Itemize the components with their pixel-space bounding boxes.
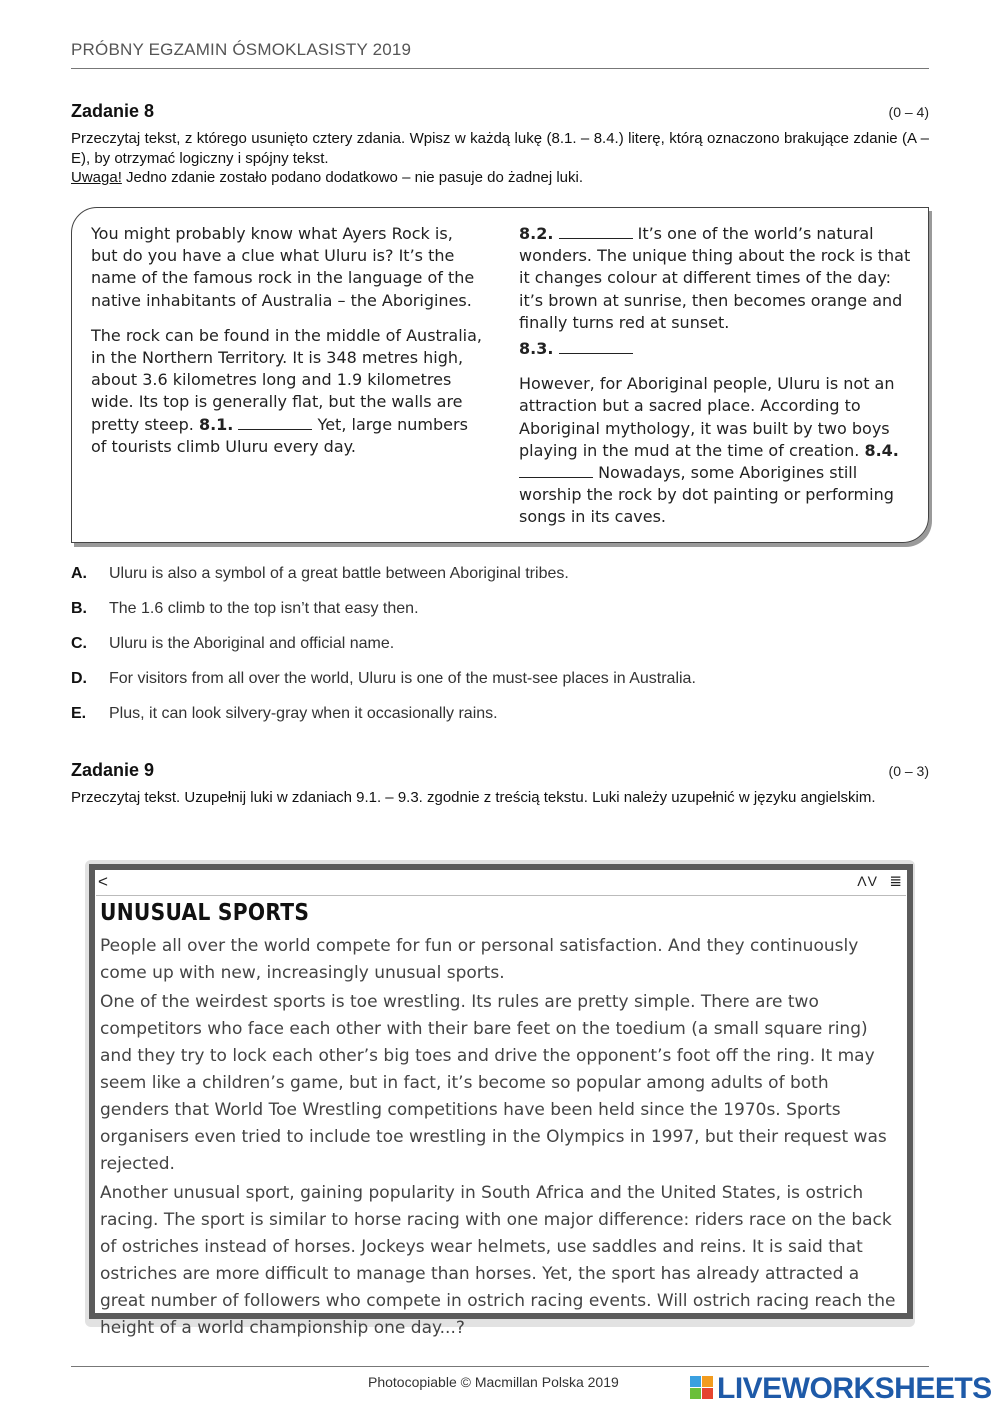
- article-toolbar: [96, 872, 906, 894]
- task9-points: (0 – 3): [888, 763, 929, 779]
- header-divider: [71, 68, 929, 69]
- left-paragraph-2-text: The rock can be found in the middle of Australia, in the Northern Territory. It is 348 metres high, about 3.6 kilometres long and 1.9 kilometres wide. Its top is generally flat, but the walls are pretty steep.: [91, 325, 482, 434]
- option-letter: B.: [71, 600, 87, 617]
- option-text: The 1.6 climb to the top isn’t that easy then.: [109, 600, 419, 617]
- task8-options: [71, 563, 929, 738]
- left-paragraph-2-end: Yet, large numbers of tourists climb Uluru every day.: [91, 414, 468, 456]
- up-down-nav-icon[interactable]: ΛV: [857, 873, 878, 889]
- task8-note-text: Jedno zdanie zostało podano dodatkowo – nie pasuje do żadnej luki.: [121, 169, 584, 186]
- task8-instruction-text: Przeczytaj tekst, z którego usunięto cztery zdania. Wpisz w każdą lukę (8.1. – 8.4.) literę, którą oznaczono brakujące zdanie (A – E), by otrzymać logiczny i spójny tekst.: [71, 130, 929, 167]
- brand-name: LIVEWORKSHEETS: [717, 1372, 992, 1405]
- option-c: [71, 633, 929, 668]
- task9-header: [71, 760, 929, 781]
- gap-8-4-label: 8.4.: [864, 440, 899, 460]
- option-text: Plus, it can look silvery-gray when it occasionally rains.: [109, 705, 498, 722]
- right-paragraph-1-text: It’s one of the world’s natural wonders. The unique thing about the rock is that it changes colour at different times of the day: it’s brown at sunrise, then becomes orange and finally turns red at sunset.: [519, 224, 911, 332]
- gap-8-1-input[interactable]: [238, 415, 312, 430]
- right-paragraph-1: [519, 223, 914, 334]
- option-text: For visitors from all over the world, Uluru is one of the must-see places in Australia.: [109, 670, 696, 687]
- footer-divider: [71, 1366, 929, 1367]
- task8-note-label: Uwaga!: [71, 169, 122, 186]
- task8-left-column: [91, 223, 483, 471]
- gap-8-2-input[interactable]: [559, 224, 633, 239]
- article-paragraph: People all over the world compete for fun or personal satisfaction. And they continuously come up with new, increasingly unusual sports.: [100, 936, 859, 983]
- option-text: Uluru is also a symbol of a great battle between Aboriginal tribes.: [109, 565, 569, 582]
- article-title: UNUSUAL SPORTS: [100, 900, 310, 926]
- left-paragraph-2: [91, 325, 483, 458]
- task8-points: (0 – 4): [888, 104, 929, 120]
- task9-instruction: Przeczytaj tekst. Uzupełnij luki w zdaniach 9.1. – 9.3. zgodnie z treścią tekstu. Luki należy uzupełnić w języku angielskim.: [71, 789, 876, 806]
- toolbar-divider: [96, 895, 906, 896]
- option-letter: E.: [71, 705, 87, 722]
- gap-8-3-input[interactable]: [559, 339, 633, 354]
- option-letter: D.: [71, 670, 87, 687]
- page-header-title: PRÓBNY EGZAMIN ÓSMOKLASISTY 2019: [71, 40, 412, 59]
- task8-header: [71, 101, 929, 122]
- menu-icon[interactable]: ≣: [889, 873, 902, 890]
- logo-grid-icon: [690, 1376, 714, 1400]
- option-d: [71, 668, 929, 703]
- footer-copyright: Photocopiable © Macmillan Polska 2019: [368, 1374, 619, 1390]
- task8-instruction: [71, 129, 929, 188]
- right-paragraph-2: [519, 373, 914, 528]
- gap-8-1-label: 8.1.: [198, 414, 234, 434]
- right-paragraph-2-text: However, for Aboriginal people, Uluru is not an attraction but a sacred place. According to Aboriginal mythology, it was built by two boys playing in the mud at the time of creation.: [519, 374, 895, 460]
- gap-8-3-line: [519, 338, 914, 360]
- option-e: [71, 703, 929, 738]
- task9-title: Zadanie 9: [71, 760, 155, 780]
- gap-8-3-label: 8.3.: [519, 339, 554, 359]
- back-arrow-icon[interactable]: <: [98, 872, 108, 891]
- gap-8-4-input[interactable]: [519, 463, 593, 478]
- gap-8-2-label: 8.2.: [519, 224, 554, 243]
- task8-note: [71, 168, 929, 188]
- article-body: [100, 933, 900, 1344]
- task8-title: Zadanie 8: [71, 101, 155, 121]
- option-letter: A.: [71, 565, 87, 582]
- option-letter: C.: [71, 635, 87, 652]
- right-paragraph-2-end: Nowadays, some Aborigines still worship the rock by dot painting or performing songs in its caves.: [519, 463, 894, 527]
- task8-right-column: [519, 223, 914, 542]
- left-paragraph-1: You might probably know what Ayers Rock is, but do you have a clue what Uluru is? It’s the name of the famous rock in the language of the native inhabitants of Australia – the Aborigines.: [91, 224, 475, 310]
- article-paragraph: Another unusual sport, gaining popularity in South Africa and the United States, is ostrich racing. The sport is similar to horse racing with one major difference: riders race on the back of ostriches instead of horses. Jockeys wear helmets, use saddles and reins. It is said that ostriches are more difficult to manage than horses. Yet, the sport has already attracted a great number of followers who compete in ostrich racing events. Will ostrich racing reach the height of a world championship one day...?: [100, 1183, 896, 1338]
- option-a: [71, 563, 929, 598]
- option-b: [71, 598, 929, 633]
- option-text: Uluru is the Aboriginal and official name.: [109, 635, 395, 652]
- article-paragraph: One of the weirdest sports is toe wrestling. Its rules are pretty simple. There are two competitors who face each other with their bare feet on the toedium (a small square ring) and they try to lock each other’s big toes and drive the opponent’s foot off the ring. It may seem like a children’s game, but in fact, it’s become so popular among adults of both genders that World Toe Wrestling competitions have been held since the 1970s. Sports organisers even tried to include toe wrestling in the Olympics in 1997, but their request was rejected.: [100, 992, 887, 1174]
